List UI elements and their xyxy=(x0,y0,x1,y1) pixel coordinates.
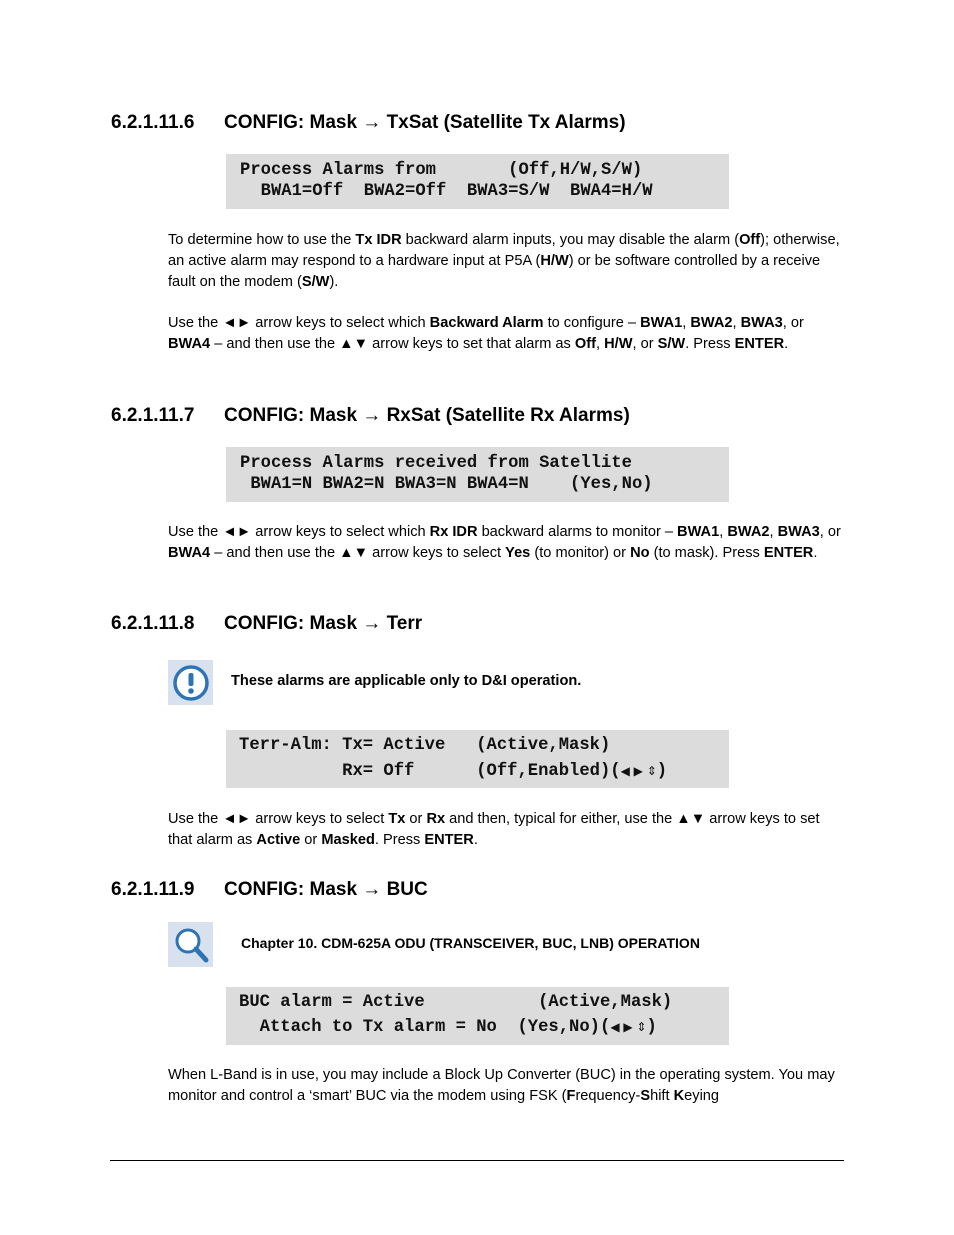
bold-term: BWA4 xyxy=(168,545,211,561)
arrow-keys-icon: ◀ ▶ ⇕ xyxy=(610,1020,647,1034)
text-run: eying xyxy=(684,1088,720,1104)
bold-term: H/W xyxy=(540,253,569,269)
bold-term: Tx IDR xyxy=(355,232,402,248)
bold-term: Off xyxy=(574,336,596,352)
section-heading-rxsat xyxy=(111,405,630,427)
text-run: , or xyxy=(819,524,841,540)
note-text: These alarms are applicable only to D&I operation. xyxy=(231,673,582,689)
bold-term: H/W xyxy=(604,336,633,352)
lcd-line-2: BWA1=Off BWA2=Off BWA3=S/W BWA4=H/W xyxy=(240,182,653,201)
lcd-line-1: Terr-Alm: Tx= Active (Active,Mask) xyxy=(239,736,611,755)
exclamation-circle-icon xyxy=(168,660,213,705)
lcd-display-buc xyxy=(226,987,729,1045)
section-number: 6.2.1.11.9 xyxy=(111,879,195,900)
text-run: . xyxy=(813,545,818,561)
text-run: – and then use the ▲▼ arrow keys to set that alarm as xyxy=(210,336,575,352)
section-title: CONFIG: Mask → BUC xyxy=(224,879,428,900)
text-run: , xyxy=(595,336,605,352)
text-run: ) or be software controlled by a receive fault on the modem ( xyxy=(168,253,821,290)
text-run: . Press xyxy=(685,336,735,352)
bold-term: BWA1 xyxy=(640,315,683,331)
bold-term: F xyxy=(566,1088,576,1104)
section-title: CONFIG: Mask → RxSat (Satellite Rx Alarms) xyxy=(224,405,630,426)
section-title: CONFIG: Mask → Terr xyxy=(224,613,423,634)
bold-term: BWA3 xyxy=(740,315,783,331)
text-run: hift xyxy=(650,1088,674,1104)
text-run: ); otherwise, an active alarm may respond to a hardware input at P5A ( xyxy=(168,232,840,269)
text-run: Use the ◄► arrow keys to select which xyxy=(168,315,430,331)
bold-term: ENTER xyxy=(763,545,814,561)
text-run: and then, typical for either, use the ▲▼ arrow keys to set that alarm as xyxy=(168,811,820,848)
lcd-line-2-text: Attach to Tx alarm = No (Yes,No)( xyxy=(239,1018,611,1037)
text-run: . xyxy=(784,336,789,352)
bold-term: Off xyxy=(739,232,761,248)
paragraph-txsat-intro xyxy=(168,230,844,293)
text-run: or xyxy=(405,811,427,827)
bold-term: Rx xyxy=(426,811,446,827)
text-run: backward alarms to monitor – xyxy=(477,524,678,540)
lcd-line-1: Process Alarms from (Off,H/W,S/W) xyxy=(240,161,643,180)
text-run: (to mask). Press xyxy=(649,545,764,561)
lcd-display-terr xyxy=(226,730,729,788)
bold-term: BWA2 xyxy=(727,524,770,540)
section-heading-txsat xyxy=(111,112,626,134)
lcd-line-1: BUC alarm = Active (Active,Mask) xyxy=(239,993,673,1012)
bold-term: ENTER xyxy=(734,336,785,352)
lcd-line-2-text: Rx= Off (Off,Enabled)( xyxy=(239,762,621,781)
lcd-line-2-close: ) xyxy=(656,762,668,781)
text-run: , or xyxy=(782,315,804,331)
text-run: . Press xyxy=(374,832,425,848)
bold-term: BWA3 xyxy=(777,524,820,540)
section-heading-terr xyxy=(111,613,422,635)
bold-term: S/W xyxy=(657,336,686,352)
text-run: ). xyxy=(329,274,339,290)
lcd-display-txsat xyxy=(226,154,729,209)
bold-term: Masked xyxy=(321,832,375,848)
bold-term: Tx xyxy=(388,811,406,827)
paragraph-buc-intro xyxy=(168,1065,844,1107)
paragraph-rxsat-usage xyxy=(168,522,844,564)
lcd-line-2 xyxy=(239,761,667,782)
bold-term: BWA2 xyxy=(690,315,733,331)
reference-text: Chapter 10. CDM-625A ODU (TRANSCEIVER, BUC, LNB) OPERATION xyxy=(241,935,700,951)
text-run: to configure – xyxy=(543,315,641,331)
section-title: CONFIG: Mask → TxSat (Satellite Tx Alarms) xyxy=(224,112,626,133)
text-run: , xyxy=(682,315,691,331)
text-run: requency- xyxy=(575,1088,641,1104)
text-run: To determine how to use the xyxy=(168,232,356,248)
bold-term: BWA4 xyxy=(168,336,211,352)
bold-term: K xyxy=(673,1088,685,1104)
bold-term: BWA1 xyxy=(677,524,720,540)
lcd-display-rxsat xyxy=(226,447,729,502)
text-run: , xyxy=(769,524,778,540)
lcd-line-2 xyxy=(239,1017,657,1038)
text-run: Use the ◄► arrow keys to select xyxy=(168,811,389,827)
bold-term: S xyxy=(640,1088,651,1104)
text-run: backward alarm inputs, you may disable the alarm ( xyxy=(401,232,740,248)
text-run: or xyxy=(300,832,322,848)
text-run: , xyxy=(732,315,741,331)
lcd-line-2-close: ) xyxy=(646,1018,657,1037)
text-run: , or xyxy=(632,336,658,352)
text-run: . xyxy=(473,832,478,848)
bold-term: ENTER xyxy=(424,832,474,848)
bold-term: No xyxy=(630,545,650,561)
section-number: 6.2.1.11.8 xyxy=(111,613,195,634)
paragraph-terr-usage xyxy=(168,809,844,851)
lcd-line-2: BWA1=N BWA2=N BWA3=N BWA4=N (Yes,No) xyxy=(240,475,653,494)
bold-term: Rx IDR xyxy=(429,524,478,540)
text-run: – and then use the ▲▼ arrow keys to select xyxy=(210,545,506,561)
magnifier-icon xyxy=(168,922,213,967)
text-run: , xyxy=(719,524,728,540)
bold-term: Yes xyxy=(505,545,531,561)
footer-rule xyxy=(110,1160,844,1161)
text-run: (to monitor) or xyxy=(530,545,631,561)
section-number: 6.2.1.11.7 xyxy=(111,405,195,426)
text-run: When L-Band is in use, you may include a Block Up Converter (BUC) in the operating system. You may monitor and control a ‘smart’ BUC via the modem using FSK ( xyxy=(168,1067,835,1104)
bold-term: S/W xyxy=(301,274,330,290)
section-heading-buc xyxy=(111,879,428,901)
bold-term: Active xyxy=(256,832,301,848)
text-run: Use the ◄► arrow keys to select which xyxy=(168,524,430,540)
section-number: 6.2.1.11.6 xyxy=(111,112,195,133)
arrow-keys-icon: ◀ ▶ ⇕ xyxy=(620,764,657,778)
bold-term: Backward Alarm xyxy=(429,315,544,331)
lcd-line-1: Process Alarms received from Satellite xyxy=(240,454,632,473)
paragraph-txsat-usage xyxy=(168,313,844,355)
